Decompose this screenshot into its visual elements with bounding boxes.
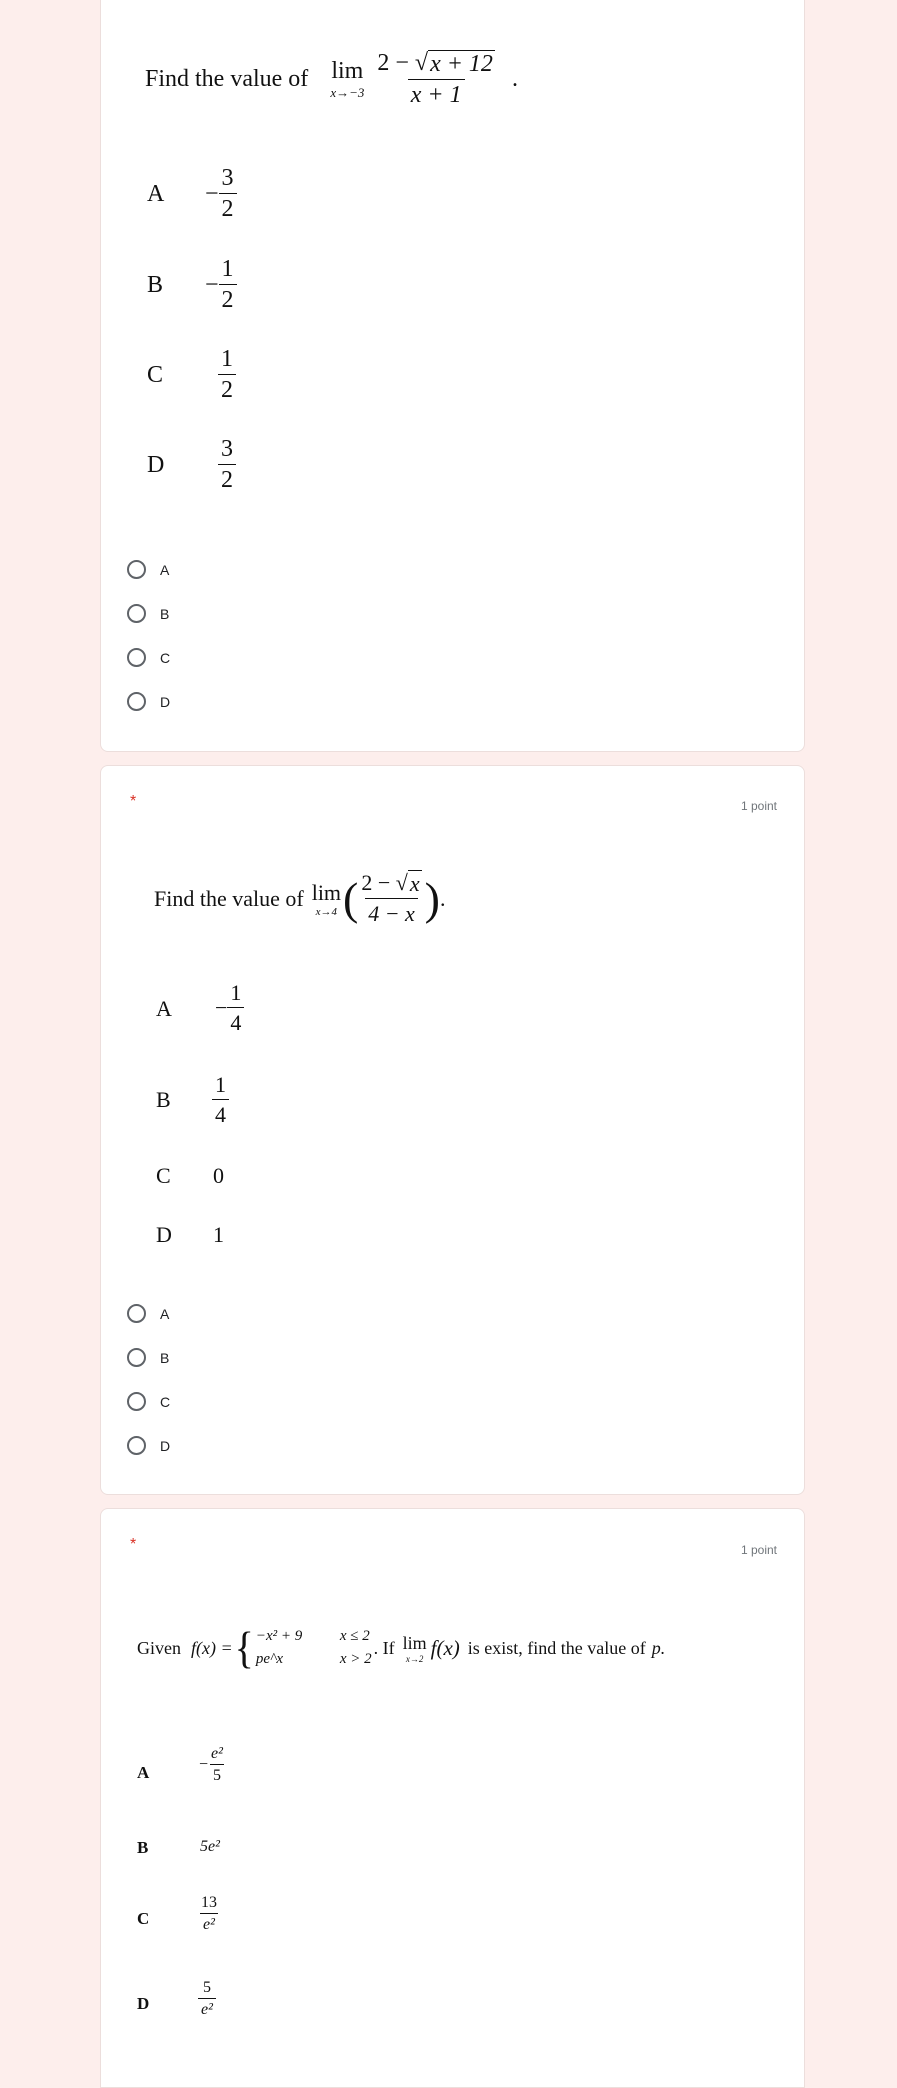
prompt-text: Find the value of <box>154 885 304 911</box>
left-paren: ( <box>343 872 359 924</box>
option-letter: A <box>156 996 172 1021</box>
option-letter: D <box>137 1994 150 2013</box>
question-1-prompt: Find the value of lim x→−3 2 − √ x + 12 x + 1 . <box>145 50 518 108</box>
choice-b[interactable]: B <box>127 604 169 623</box>
question-2-prompt: Find the value of lim x→4 ( 2 − √ x 4 − x ) . <box>154 870 446 926</box>
option-value: − $\frac{1}{4}$ <box>215 980 244 1036</box>
radio-button[interactable] <box>127 1436 146 1455</box>
question-3-prompt: Given f(x) = { −x² + 9 x ≤ 2 pe^x x > 2 . If lim x→2 f(x) is exist, find the value of p. <box>137 1622 666 1673</box>
lim-subscript: x→−3 <box>330 85 365 100</box>
radio-button[interactable] <box>127 648 146 667</box>
option-letter: A <box>137 1763 150 1782</box>
required-asterisk: * <box>130 1536 137 1553</box>
option-letter: B <box>137 1838 149 1857</box>
sqrt-symbol: √ x <box>395 870 420 896</box>
limit-fraction: 2 − √ x 4 − x <box>361 870 420 926</box>
points-label: 1 point <box>740 799 777 813</box>
option-value: 1 <box>213 1222 224 1247</box>
option-letter: B <box>156 1087 171 1112</box>
required-asterisk: * <box>130 793 137 810</box>
radio-button[interactable] <box>127 1304 146 1323</box>
limit-operator <box>330 58 364 101</box>
points-label: 1 point <box>740 1543 777 1557</box>
choice-b[interactable]: B <box>127 1348 169 1367</box>
choice-c[interactable]: C <box>127 648 170 667</box>
choice-a[interactable]: A <box>127 560 169 579</box>
option-letter: A <box>147 181 165 207</box>
radio-button[interactable] <box>127 692 146 711</box>
lim-text: lim <box>331 58 364 84</box>
limit-fraction: 2 − √ x + 12 x + 1 <box>377 50 493 108</box>
option-value: − $\frac{\text{e²}}{5}$ <box>199 1745 223 1784</box>
choice-d[interactable]: D <box>127 692 170 711</box>
option-value: − $\frac{1}{2}$ <box>205 256 237 314</box>
limit-operator: lim x→4 <box>311 879 342 918</box>
option-letter: C <box>156 1163 171 1188</box>
prompt-text: Given <box>137 1637 181 1658</box>
radio-button[interactable] <box>127 560 146 579</box>
option-letter: B <box>147 272 164 298</box>
option-letter: C <box>137 1909 150 1928</box>
option-value: 5e² <box>200 1838 220 1855</box>
option-value: $\frac{13}{\text{e²}}$ <box>201 1894 217 1933</box>
choice-a[interactable]: A <box>127 1304 169 1323</box>
option-value: 0 <box>213 1163 224 1188</box>
choice-d[interactable]: D <box>127 1436 170 1455</box>
option-value: $\frac{3}{2}$ <box>218 436 236 494</box>
option-letter: D <box>147 452 165 478</box>
limit-operator: lim x→2 <box>402 1632 427 1664</box>
radio-button[interactable] <box>127 1392 146 1411</box>
option-value: $\frac{1}{2}$ <box>218 346 236 404</box>
right-paren: ) <box>424 872 440 924</box>
option-value: $\frac{1}{4}$ <box>212 1072 229 1128</box>
option-letter: C <box>147 362 164 388</box>
sqrt-symbol: √ x + 12 <box>414 50 493 77</box>
function-lhs: f(x) = <box>191 1637 233 1658</box>
option-letter: D <box>156 1222 172 1247</box>
option-value: − $\frac{3}{2}$ <box>205 165 237 223</box>
radio-button[interactable] <box>127 1348 146 1367</box>
question-card-1 <box>100 0 805 752</box>
brace-symbol: { <box>234 1622 254 1673</box>
radio-button[interactable] <box>127 604 146 623</box>
choice-c[interactable]: C <box>127 1392 170 1411</box>
prompt-text: Find the value of <box>145 66 309 92</box>
piecewise-cases: −x² + 9 x ≤ 2 pe^x x > 2 <box>255 1628 372 1667</box>
option-value: $\frac{5}{\text{e²}}$ <box>198 1979 216 2019</box>
